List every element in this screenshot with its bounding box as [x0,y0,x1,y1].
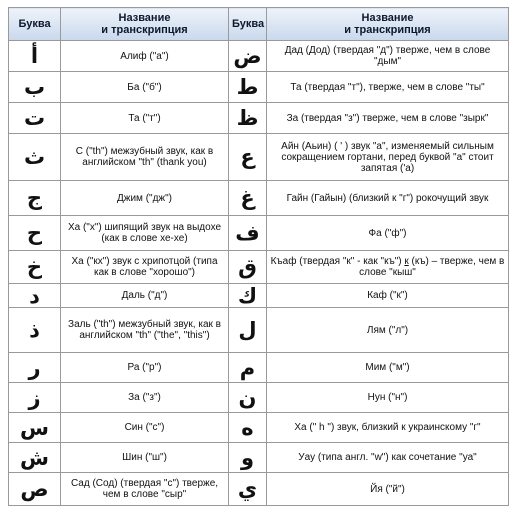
letter-cell: ظ [229,103,267,134]
letter-cell: و [229,443,267,473]
description-cell: Даль ("д") [61,284,229,308]
description-cell: Ха ("кх") звук с хрипотцой (типа как в слове "хорошо") [61,251,229,284]
letter-cell: ص [9,473,61,506]
letter-cell: ع [229,134,267,181]
letter-cell: ي [229,473,267,506]
table-row [9,134,509,181]
header-name-right [267,8,509,41]
description-cell: Каф ("к") [267,284,509,308]
header-row [9,8,509,41]
table-row [9,284,509,308]
header-name-line1: Название [118,12,171,24]
letter-cell: ف [229,216,267,251]
description-cell [267,251,509,284]
description-cell: Нун ("н") [267,383,509,413]
letter-cell: ط [229,72,267,103]
header-letter-right: Буква [229,8,267,41]
letter-cell: ه [229,413,267,443]
description-cell: С ("th") межзубный звук, как в английском "th" (thank you) [61,134,229,181]
table-row [9,473,509,506]
underlined-letter: к [404,256,409,267]
description-cell: Айн (Аьин) ( ' ) звук "а", изменяемый сильным сокращением гортани, перед буквой "а" стоит запятая ('а) [267,134,509,181]
description-cell: Ра ("р") [61,353,229,383]
letter-cell: ك [229,284,267,308]
description-cell: Йя ("й") [267,473,509,506]
table-row [9,251,509,284]
letter-cell: ش [9,443,61,473]
letter-cell: ن [229,383,267,413]
table-row [9,41,509,72]
table-row [9,103,509,134]
letter-cell: ق [229,251,267,284]
header-name-left [61,8,229,41]
letter-cell: م [229,353,267,383]
description-cell: Та ("т") [61,103,229,134]
description-cell: Мим ("м") [267,353,509,383]
letter-cell: أ [9,41,61,72]
description-cell: Алиф ("а") [61,41,229,72]
table-row [9,413,509,443]
description-cell: Сад (Сод) (твердая "с") тверже, чем в слове "сыр" [61,473,229,506]
table-row [9,383,509,413]
description-cell: Ха (" h ") звук, близкий к украинскому "г" [267,413,509,443]
letter-cell: ض [229,41,267,72]
table-body [9,41,509,506]
letter-cell: غ [229,181,267,216]
letter-cell: ج [9,181,61,216]
table-row [9,353,509,383]
letter-cell: ت [9,103,61,134]
letter-cell: ز [9,383,61,413]
arabic-alphabet-table [8,7,509,506]
letter-cell: ح [9,216,61,251]
letter-cell: ث [9,134,61,181]
letter-cell: ذ [9,308,61,353]
description-cell: Дад (Дод) (твердая "д") тверже, чем в слове "дым" [267,41,509,72]
table-row [9,216,509,251]
table-row [9,443,509,473]
description-cell: Син ("с") [61,413,229,443]
description-cell: За (твердая "з") тверже, чем в слове "зырк" [267,103,509,134]
header-name-line2: и транскрипция [101,24,188,36]
table-row [9,72,509,103]
header-name-line1: Название [361,12,414,24]
description-cell: Фа ("ф") [267,216,509,251]
description-cell: Джим ("дж") [61,181,229,216]
table-header [9,8,509,41]
header-name-line2: и транскрипция [344,24,431,36]
letter-cell: ل [229,308,267,353]
description-cell: Лям ("л") [267,308,509,353]
letter-cell: خ [9,251,61,284]
table-row [9,308,509,353]
description-cell: Заль ("th") межзубный звук, как в английском "th" ("the", "this") [61,308,229,353]
description-cell: За ("з") [61,383,229,413]
description-text: Къаф (твердая "к" - как "къ") [270,256,405,267]
description-cell: Гайн (Гайын) (близкий к "г") рокочущий звук [267,181,509,216]
description-cell: Ба ("б") [61,72,229,103]
letter-cell: ر [9,353,61,383]
header-letter-left: Буква [9,8,61,41]
description-cell: Шин ("ш") [61,443,229,473]
letter-cell: ب [9,72,61,103]
letter-cell: د [9,284,61,308]
table-row [9,181,509,216]
description-cell: Та (твердая "т"), тверже, чем в слове "ты" [267,72,509,103]
letter-cell: س [9,413,61,443]
description-cell: Ха ("х") шипящий звук на выдохе (как в слове хе-хе) [61,216,229,251]
description-cell: Уау (типа англ. "w") как сочетание "уа" [267,443,509,473]
description-text: (къ) – тверже, чем в слове "кыш" [359,256,505,278]
